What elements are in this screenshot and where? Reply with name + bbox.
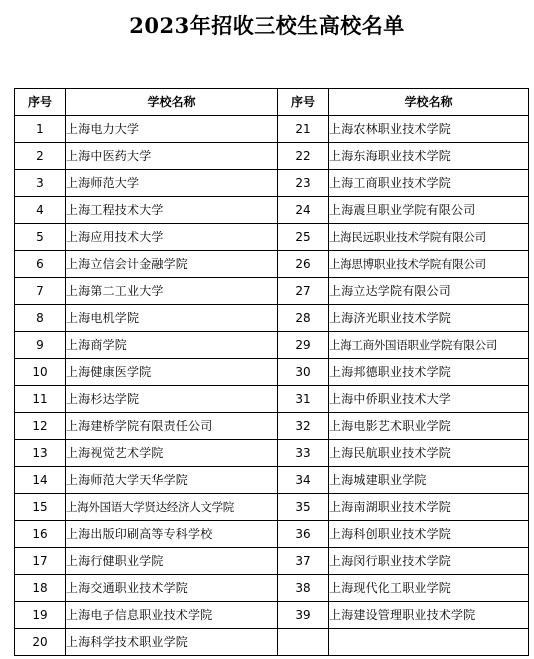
school-name-left: 上海建桥学院有限责任公司 bbox=[66, 413, 278, 440]
table-row bbox=[15, 602, 529, 629]
school-name-right: 上海城建职业学院 bbox=[329, 467, 529, 494]
school-name-left: 上海应用技术大学 bbox=[66, 224, 278, 251]
header-seq-right: 序号 bbox=[278, 89, 329, 116]
school-name-right: 上海济光职业技术学院 bbox=[329, 305, 529, 332]
school-name-left: 上海商学院 bbox=[66, 332, 278, 359]
school-name-right: 上海工商外国语职业学院有限公司 bbox=[329, 332, 529, 359]
seq-left: 16 bbox=[15, 521, 66, 548]
table-row bbox=[15, 224, 529, 251]
table-row bbox=[15, 197, 529, 224]
table-row bbox=[15, 575, 529, 602]
seq-left: 14 bbox=[15, 467, 66, 494]
school-name-left: 上海师范大学天华学院 bbox=[66, 467, 278, 494]
seq-left: 8 bbox=[15, 305, 66, 332]
school-name-left: 上海工程技术大学 bbox=[66, 197, 278, 224]
seq-left: 1 bbox=[15, 116, 66, 143]
school-name-left: 上海出版印刷高等专科学校 bbox=[66, 521, 278, 548]
table-row bbox=[15, 251, 529, 278]
seq-left: 3 bbox=[15, 170, 66, 197]
seq-left: 5 bbox=[15, 224, 66, 251]
table-row bbox=[15, 494, 529, 521]
seq-right: 22 bbox=[278, 143, 329, 170]
seq-left: 2 bbox=[15, 143, 66, 170]
seq-left: 17 bbox=[15, 548, 66, 575]
seq-left: 15 bbox=[15, 494, 66, 521]
page-title: 2023年招收三校生高校名单 bbox=[129, 13, 405, 38]
table-row bbox=[15, 521, 529, 548]
school-name-right: 上海工商职业技术学院 bbox=[329, 170, 529, 197]
table-row bbox=[15, 278, 529, 305]
table-row bbox=[15, 143, 529, 170]
seq-right: 31 bbox=[278, 386, 329, 413]
school-name-right: 上海民航职业技术学院 bbox=[329, 440, 529, 467]
school-name-left: 上海电子信息职业技术学院 bbox=[66, 602, 278, 629]
school-name-left: 上海中医药大学 bbox=[66, 143, 278, 170]
school-name-right: 上海中侨职业技术大学 bbox=[329, 386, 529, 413]
seq-left: 4 bbox=[15, 197, 66, 224]
table-header-row bbox=[15, 89, 529, 116]
table-row bbox=[15, 440, 529, 467]
seq-right: 25 bbox=[278, 224, 329, 251]
seq-right: 30 bbox=[278, 359, 329, 386]
school-name-left: 上海师范大学 bbox=[66, 170, 278, 197]
seq-right: 34 bbox=[278, 467, 329, 494]
seq-right: 37 bbox=[278, 548, 329, 575]
school-name-right: 上海建设管理职业技术学院 bbox=[329, 602, 529, 629]
seq-right: 39 bbox=[278, 602, 329, 629]
seq-left: 12 bbox=[15, 413, 66, 440]
seq-right: 32 bbox=[278, 413, 329, 440]
seq-right: 28 bbox=[278, 305, 329, 332]
seq-left: 6 bbox=[15, 251, 66, 278]
school-name-left: 上海电力大学 bbox=[66, 116, 278, 143]
school-name-left: 上海电机学院 bbox=[66, 305, 278, 332]
table-body bbox=[15, 116, 529, 656]
table-row bbox=[15, 629, 529, 656]
seq-right: 33 bbox=[278, 440, 329, 467]
seq-left: 11 bbox=[15, 386, 66, 413]
table-row bbox=[15, 548, 529, 575]
table-row bbox=[15, 359, 529, 386]
school-name-left: 上海第二工业大学 bbox=[66, 278, 278, 305]
school-name-left: 上海健康医学院 bbox=[66, 359, 278, 386]
school-name-right: 上海震旦职业学院有限公司 bbox=[329, 197, 529, 224]
seq-right: 26 bbox=[278, 251, 329, 278]
school-name-right: 上海闵行职业技术学院 bbox=[329, 548, 529, 575]
seq-right: 35 bbox=[278, 494, 329, 521]
school-name-left: 上海外国语大学贤达经济人文学院 bbox=[66, 494, 278, 521]
seq-right: 23 bbox=[278, 170, 329, 197]
header-name-right: 学校名称 bbox=[329, 89, 529, 116]
seq-right: 38 bbox=[278, 575, 329, 602]
school-name-right: 上海现代化工职业学院 bbox=[329, 575, 529, 602]
school-name-right: 上海邦德职业技术学院 bbox=[329, 359, 529, 386]
seq-left: 9 bbox=[15, 332, 66, 359]
table-row bbox=[15, 413, 529, 440]
school-name-left: 上海视觉艺术学院 bbox=[66, 440, 278, 467]
seq-left: 20 bbox=[15, 629, 66, 656]
table-row bbox=[15, 116, 529, 143]
seq-right: 29 bbox=[278, 332, 329, 359]
table-row bbox=[15, 305, 529, 332]
seq-right: 27 bbox=[278, 278, 329, 305]
seq-right: 24 bbox=[278, 197, 329, 224]
school-name-left: 上海杉达学院 bbox=[66, 386, 278, 413]
table-row bbox=[15, 170, 529, 197]
seq-right: 21 bbox=[278, 116, 329, 143]
school-name-right bbox=[329, 629, 529, 656]
school-name-right: 上海思博职业技术学院有限公司 bbox=[329, 251, 529, 278]
school-name-right: 上海民远职业技术学院有限公司 bbox=[329, 224, 529, 251]
seq-left: 13 bbox=[15, 440, 66, 467]
school-name-left: 上海立信会计金融学院 bbox=[66, 251, 278, 278]
seq-left: 19 bbox=[15, 602, 66, 629]
seq-right: 36 bbox=[278, 521, 329, 548]
school-name-right: 上海东海职业技术学院 bbox=[329, 143, 529, 170]
seq-right bbox=[278, 629, 329, 656]
school-name-left: 上海科学技术职业学院 bbox=[66, 629, 278, 656]
table-row bbox=[15, 467, 529, 494]
header-name-left: 学校名称 bbox=[66, 89, 278, 116]
school-table bbox=[14, 88, 529, 656]
table-row bbox=[15, 386, 529, 413]
school-name-right: 上海农林职业技术学院 bbox=[329, 116, 529, 143]
school-name-left: 上海交通职业技术学院 bbox=[66, 575, 278, 602]
school-name-right: 上海电影艺术职业学院 bbox=[329, 413, 529, 440]
table-row bbox=[15, 332, 529, 359]
school-name-right: 上海立达学院有限公司 bbox=[329, 278, 529, 305]
seq-left: 18 bbox=[15, 575, 66, 602]
school-name-right: 上海科创职业技术学院 bbox=[329, 521, 529, 548]
seq-left: 10 bbox=[15, 359, 66, 386]
seq-left: 7 bbox=[15, 278, 66, 305]
header-seq-left: 序号 bbox=[15, 89, 66, 116]
school-name-left: 上海行健职业学院 bbox=[66, 548, 278, 575]
school-name-right: 上海南湖职业技术学院 bbox=[329, 494, 529, 521]
